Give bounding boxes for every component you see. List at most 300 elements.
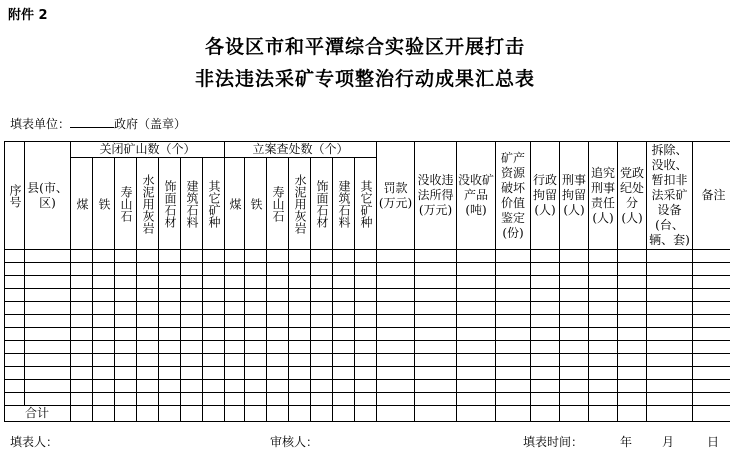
table-cell[interactable] (647, 263, 693, 276)
table-cell[interactable] (531, 367, 560, 380)
table-cell[interactable] (589, 393, 618, 406)
table-cell[interactable] (267, 250, 289, 263)
table-cell[interactable] (137, 380, 159, 393)
table-cell[interactable] (245, 289, 267, 302)
table-cell[interactable] (457, 302, 496, 315)
table-cell[interactable] (93, 393, 115, 406)
table-cell[interactable] (203, 289, 225, 302)
table-cell[interactable] (93, 263, 115, 276)
table-cell[interactable] (693, 328, 730, 341)
table-cell[interactable] (531, 250, 560, 263)
table-cell[interactable] (693, 367, 730, 380)
table-cell[interactable] (333, 289, 355, 302)
table-cell[interactable] (560, 315, 589, 328)
table-cell[interactable] (415, 315, 457, 328)
table-cell[interactable] (457, 354, 496, 367)
table-cell[interactable] (589, 328, 618, 341)
table-cell[interactable] (115, 380, 137, 393)
table-cell[interactable] (25, 276, 71, 289)
table-cell[interactable] (159, 276, 181, 289)
table-cell[interactable] (93, 406, 115, 422)
table-cell[interactable] (647, 380, 693, 393)
table-cell[interactable] (589, 354, 618, 367)
table-cell[interactable] (159, 367, 181, 380)
table-cell[interactable] (496, 367, 531, 380)
table-cell[interactable] (137, 328, 159, 341)
table-cell[interactable] (71, 406, 93, 422)
table-cell[interactable] (5, 263, 25, 276)
table-cell[interactable] (203, 380, 225, 393)
table-cell[interactable] (311, 406, 333, 422)
table-cell[interactable] (289, 302, 311, 315)
table-cell[interactable] (71, 302, 93, 315)
table-cell[interactable] (355, 302, 377, 315)
table-cell[interactable] (115, 328, 137, 341)
table-cell[interactable] (181, 393, 203, 406)
table-cell[interactable] (355, 354, 377, 367)
table-cell[interactable] (560, 302, 589, 315)
table-cell[interactable] (203, 341, 225, 354)
table-cell[interactable] (589, 302, 618, 315)
table-cell[interactable] (181, 406, 203, 422)
table-cell[interactable] (355, 250, 377, 263)
table-cell[interactable] (289, 354, 311, 367)
table-cell[interactable] (693, 276, 730, 289)
table-cell[interactable] (245, 380, 267, 393)
table-cell[interactable] (693, 406, 730, 422)
table-cell[interactable] (647, 302, 693, 315)
table-cell[interactable] (355, 276, 377, 289)
table-cell[interactable] (93, 367, 115, 380)
table-cell[interactable] (137, 315, 159, 328)
table-cell[interactable] (25, 367, 71, 380)
table-cell[interactable] (496, 276, 531, 289)
table-cell[interactable] (333, 302, 355, 315)
table-cell[interactable] (245, 393, 267, 406)
table-cell[interactable] (289, 289, 311, 302)
table-cell[interactable] (225, 328, 245, 341)
table-cell[interactable] (203, 250, 225, 263)
table-cell[interactable] (589, 250, 618, 263)
table-cell[interactable] (589, 367, 618, 380)
table-cell[interactable] (560, 393, 589, 406)
table-cell[interactable] (181, 276, 203, 289)
table-cell[interactable] (225, 406, 245, 422)
table-cell[interactable] (693, 250, 730, 263)
table-cell[interactable] (531, 315, 560, 328)
table-cell[interactable] (225, 302, 245, 315)
table-cell[interactable] (589, 276, 618, 289)
table-cell[interactable] (159, 341, 181, 354)
table-cell[interactable] (693, 302, 730, 315)
table-cell[interactable] (457, 276, 496, 289)
table-cell[interactable] (181, 302, 203, 315)
table-cell[interactable] (159, 393, 181, 406)
table-cell[interactable] (415, 263, 457, 276)
table-cell[interactable] (377, 315, 415, 328)
table-cell[interactable] (377, 276, 415, 289)
table-cell[interactable] (560, 328, 589, 341)
table-cell[interactable] (137, 354, 159, 367)
table-cell[interactable] (377, 302, 415, 315)
table-cell[interactable] (618, 315, 647, 328)
table-cell[interactable] (267, 380, 289, 393)
table-cell[interactable] (71, 315, 93, 328)
table-cell[interactable] (245, 328, 267, 341)
table-cell[interactable] (71, 289, 93, 302)
table-cell[interactable] (496, 380, 531, 393)
table-cell[interactable] (415, 380, 457, 393)
table-cell[interactable] (137, 341, 159, 354)
table-cell[interactable] (415, 367, 457, 380)
table-cell[interactable] (115, 406, 137, 422)
table-cell[interactable] (159, 380, 181, 393)
table-cell[interactable] (531, 341, 560, 354)
table-cell[interactable] (115, 276, 137, 289)
table-cell[interactable] (589, 289, 618, 302)
table-cell[interactable] (531, 276, 560, 289)
table-cell[interactable] (457, 380, 496, 393)
table-cell[interactable] (203, 302, 225, 315)
table-cell[interactable] (618, 406, 647, 422)
table-cell[interactable] (159, 289, 181, 302)
table-cell[interactable] (25, 393, 71, 406)
table-cell[interactable] (560, 263, 589, 276)
table-cell[interactable] (311, 263, 333, 276)
table-cell[interactable] (181, 315, 203, 328)
table-cell[interactable] (496, 302, 531, 315)
table-cell[interactable] (25, 315, 71, 328)
table-cell[interactable] (531, 354, 560, 367)
table-cell[interactable] (93, 289, 115, 302)
table-cell[interactable] (5, 276, 25, 289)
table-cell[interactable] (693, 341, 730, 354)
table-cell[interactable] (159, 406, 181, 422)
table-cell[interactable] (115, 367, 137, 380)
table-cell[interactable] (159, 328, 181, 341)
table-cell[interactable] (355, 393, 377, 406)
table-cell[interactable] (415, 250, 457, 263)
table-cell[interactable] (71, 380, 93, 393)
table-cell[interactable] (415, 289, 457, 302)
table-cell[interactable] (115, 315, 137, 328)
table-cell[interactable] (355, 406, 377, 422)
table-cell[interactable] (355, 367, 377, 380)
table-cell[interactable] (225, 289, 245, 302)
table-cell[interactable] (159, 315, 181, 328)
table-cell[interactable] (693, 263, 730, 276)
table-cell[interactable] (531, 393, 560, 406)
table-cell[interactable] (137, 302, 159, 315)
table-cell[interactable] (457, 250, 496, 263)
table-cell[interactable] (267, 406, 289, 422)
table-cell[interactable] (311, 276, 333, 289)
table-cell[interactable] (647, 289, 693, 302)
table-cell[interactable] (267, 315, 289, 328)
table-cell[interactable] (333, 341, 355, 354)
table-cell[interactable] (333, 263, 355, 276)
table-cell[interactable] (589, 341, 618, 354)
table-cell[interactable] (355, 315, 377, 328)
table-cell[interactable] (71, 354, 93, 367)
table-cell[interactable] (560, 367, 589, 380)
table-cell[interactable] (311, 289, 333, 302)
table-cell[interactable] (693, 354, 730, 367)
table-cell[interactable] (245, 367, 267, 380)
table-cell[interactable] (245, 276, 267, 289)
table-cell[interactable] (560, 341, 589, 354)
table-cell[interactable] (181, 250, 203, 263)
table-cell[interactable] (377, 367, 415, 380)
table-cell[interactable] (618, 341, 647, 354)
table-cell[interactable] (289, 263, 311, 276)
table-cell[interactable] (181, 289, 203, 302)
table-cell[interactable] (377, 341, 415, 354)
table-cell[interactable] (289, 250, 311, 263)
table-cell[interactable] (589, 406, 618, 422)
table-cell[interactable] (355, 289, 377, 302)
table-cell[interactable] (457, 406, 496, 422)
table-cell[interactable] (647, 315, 693, 328)
table-cell[interactable] (618, 380, 647, 393)
table-cell[interactable] (225, 263, 245, 276)
table-cell[interactable] (159, 263, 181, 276)
table-cell[interactable] (267, 263, 289, 276)
table-cell[interactable] (618, 367, 647, 380)
table-cell[interactable] (289, 380, 311, 393)
table-cell[interactable] (377, 263, 415, 276)
table-cell[interactable] (267, 367, 289, 380)
table-cell[interactable] (93, 354, 115, 367)
table-cell[interactable] (245, 250, 267, 263)
table-cell[interactable] (203, 354, 225, 367)
table-cell[interactable] (311, 380, 333, 393)
table-cell[interactable] (181, 263, 203, 276)
table-cell[interactable] (267, 328, 289, 341)
table-cell[interactable] (589, 263, 618, 276)
table-cell[interactable] (647, 328, 693, 341)
table-cell[interactable] (289, 393, 311, 406)
table-cell[interactable] (289, 328, 311, 341)
table-cell[interactable] (203, 393, 225, 406)
table-cell[interactable] (415, 393, 457, 406)
table-cell[interactable] (267, 276, 289, 289)
table-cell[interactable] (333, 276, 355, 289)
table-cell[interactable] (333, 367, 355, 380)
table-cell[interactable] (647, 393, 693, 406)
table-cell[interactable] (159, 354, 181, 367)
table-cell[interactable] (693, 393, 730, 406)
table-cell[interactable] (289, 315, 311, 328)
table-cell[interactable] (225, 380, 245, 393)
table-cell[interactable] (311, 328, 333, 341)
table-cell[interactable] (289, 406, 311, 422)
table-cell[interactable] (267, 341, 289, 354)
table-cell[interactable] (333, 393, 355, 406)
table-cell[interactable] (496, 354, 531, 367)
table-cell[interactable] (25, 328, 71, 341)
table-cell[interactable] (333, 406, 355, 422)
table-cell[interactable] (137, 406, 159, 422)
table-cell[interactable] (333, 380, 355, 393)
table-cell[interactable] (25, 289, 71, 302)
table-cell[interactable] (496, 328, 531, 341)
table-cell[interactable] (203, 367, 225, 380)
table-cell[interactable] (496, 250, 531, 263)
table-cell[interactable] (311, 393, 333, 406)
table-cell[interactable] (531, 380, 560, 393)
table-cell[interactable] (693, 315, 730, 328)
table-cell[interactable] (71, 328, 93, 341)
table-cell[interactable] (5, 341, 25, 354)
table-cell[interactable] (245, 354, 267, 367)
table-cell[interactable] (496, 289, 531, 302)
table-cell[interactable] (137, 276, 159, 289)
table-cell[interactable] (560, 289, 589, 302)
table-cell[interactable] (137, 367, 159, 380)
table-cell[interactable] (289, 276, 311, 289)
table-cell[interactable] (93, 328, 115, 341)
table-cell[interactable] (311, 367, 333, 380)
table-cell[interactable] (115, 341, 137, 354)
table-cell[interactable] (267, 302, 289, 315)
table-cell[interactable] (311, 302, 333, 315)
table-cell[interactable] (618, 354, 647, 367)
table-cell[interactable] (415, 302, 457, 315)
table-cell[interactable] (225, 341, 245, 354)
table-cell[interactable] (589, 315, 618, 328)
table-cell[interactable] (203, 276, 225, 289)
table-cell[interactable] (457, 393, 496, 406)
table-cell[interactable] (5, 302, 25, 315)
table-cell[interactable] (5, 354, 25, 367)
table-cell[interactable] (225, 393, 245, 406)
table-cell[interactable] (415, 328, 457, 341)
table-cell[interactable] (203, 315, 225, 328)
table-cell[interactable] (531, 302, 560, 315)
table-cell[interactable] (289, 367, 311, 380)
table-cell[interactable] (560, 354, 589, 367)
table-cell[interactable] (5, 328, 25, 341)
table-cell[interactable] (93, 315, 115, 328)
table-cell[interactable] (245, 341, 267, 354)
table-cell[interactable] (25, 263, 71, 276)
table-cell[interactable] (311, 315, 333, 328)
table-cell[interactable] (5, 250, 25, 263)
table-cell[interactable] (496, 341, 531, 354)
table-cell[interactable] (457, 263, 496, 276)
table-cell[interactable] (693, 289, 730, 302)
table-cell[interactable] (415, 354, 457, 367)
table-cell[interactable] (457, 328, 496, 341)
table-cell[interactable] (647, 341, 693, 354)
table-cell[interactable] (93, 276, 115, 289)
table-cell[interactable] (245, 315, 267, 328)
table-cell[interactable] (245, 263, 267, 276)
table-cell[interactable] (71, 341, 93, 354)
table-cell[interactable] (93, 250, 115, 263)
table-cell[interactable] (589, 380, 618, 393)
table-cell[interactable] (5, 315, 25, 328)
table-cell[interactable] (415, 406, 457, 422)
table-cell[interactable] (377, 250, 415, 263)
table-cell[interactable] (25, 354, 71, 367)
table-cell[interactable] (377, 289, 415, 302)
table-cell[interactable] (5, 380, 25, 393)
table-cell[interactable] (5, 289, 25, 302)
table-cell[interactable] (159, 302, 181, 315)
table-cell[interactable] (355, 380, 377, 393)
table-cell[interactable] (496, 263, 531, 276)
table-cell[interactable] (267, 393, 289, 406)
table-cell[interactable] (333, 354, 355, 367)
table-cell[interactable] (181, 380, 203, 393)
table-cell[interactable] (115, 263, 137, 276)
table-cell[interactable] (311, 250, 333, 263)
table-cell[interactable] (245, 406, 267, 422)
table-cell[interactable] (115, 289, 137, 302)
table-cell[interactable] (377, 380, 415, 393)
table-cell[interactable] (225, 367, 245, 380)
table-cell[interactable] (71, 393, 93, 406)
table-cell[interactable] (225, 250, 245, 263)
table-cell[interactable] (377, 354, 415, 367)
table-cell[interactable] (355, 341, 377, 354)
table-cell[interactable] (647, 250, 693, 263)
table-cell[interactable] (618, 250, 647, 263)
table-cell[interactable] (496, 315, 531, 328)
table-cell[interactable] (115, 302, 137, 315)
table-cell[interactable] (289, 341, 311, 354)
table-cell[interactable] (71, 276, 93, 289)
table-cell[interactable] (93, 341, 115, 354)
table-cell[interactable] (225, 315, 245, 328)
table-cell[interactable] (25, 341, 71, 354)
table-cell[interactable] (5, 393, 25, 406)
table-cell[interactable] (618, 276, 647, 289)
table-cell[interactable] (647, 354, 693, 367)
table-cell[interactable] (560, 380, 589, 393)
table-cell[interactable] (159, 250, 181, 263)
table-cell[interactable] (618, 263, 647, 276)
table-cell[interactable] (693, 380, 730, 393)
table-cell[interactable] (647, 367, 693, 380)
table-cell[interactable] (618, 302, 647, 315)
table-cell[interactable] (25, 302, 71, 315)
table-cell[interactable] (333, 328, 355, 341)
table-cell[interactable] (415, 341, 457, 354)
table-cell[interactable] (333, 250, 355, 263)
table-cell[interactable] (531, 406, 560, 422)
table-cell[interactable] (531, 289, 560, 302)
table-cell[interactable] (137, 250, 159, 263)
table-cell[interactable] (71, 367, 93, 380)
unit-blank[interactable] (70, 116, 114, 128)
table-cell[interactable] (457, 341, 496, 354)
table-cell[interactable] (647, 406, 693, 422)
table-cell[interactable] (181, 341, 203, 354)
table-cell[interactable] (457, 289, 496, 302)
table-cell[interactable] (5, 367, 25, 380)
table-cell[interactable] (415, 276, 457, 289)
table-cell[interactable] (115, 354, 137, 367)
table-cell[interactable] (267, 289, 289, 302)
table-cell[interactable] (560, 276, 589, 289)
table-cell[interactable] (25, 380, 71, 393)
table-cell[interactable] (647, 276, 693, 289)
table-cell[interactable] (203, 406, 225, 422)
table-cell[interactable] (560, 406, 589, 422)
